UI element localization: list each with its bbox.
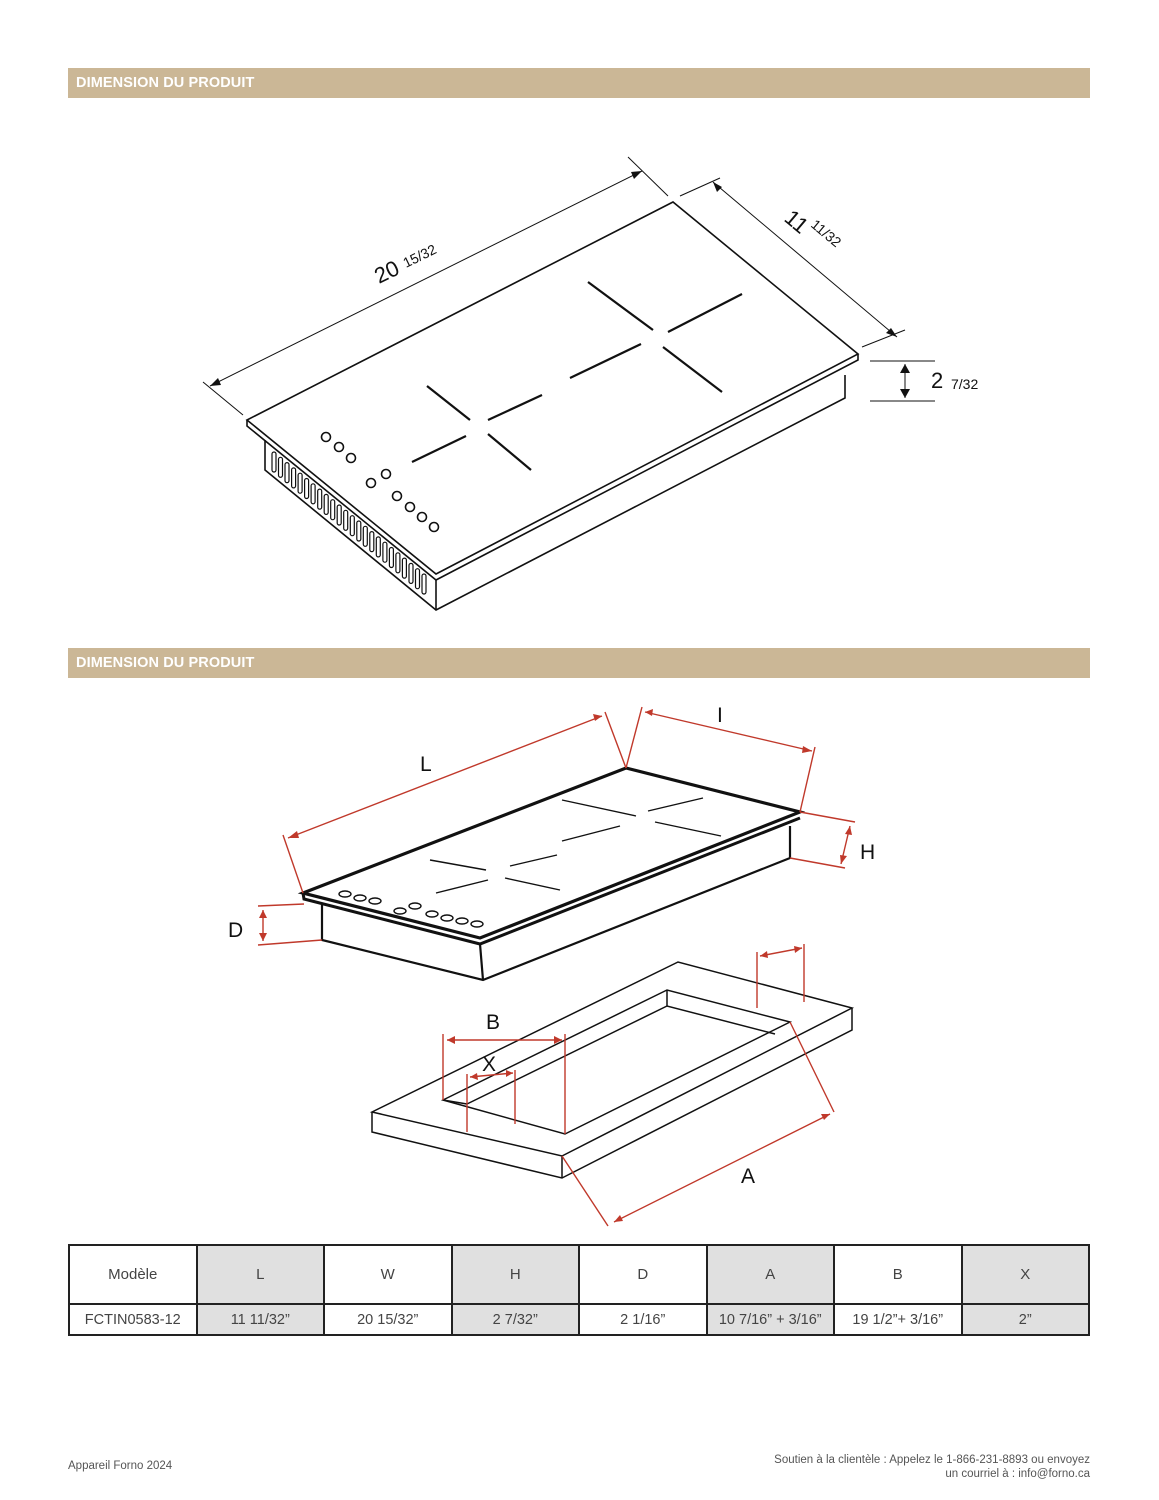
table-header-cell: H — [452, 1245, 580, 1304]
countertop-cutout — [372, 962, 852, 1178]
vent-slot — [416, 569, 420, 589]
specification-table — [68, 1244, 1090, 1336]
label-B: B — [486, 1011, 501, 1034]
table-cell: 2 1/16” — [579, 1304, 707, 1335]
installation-dimension-diagram — [0, 680, 1159, 1280]
vent-slots — [272, 452, 426, 594]
cooktop-dimension-diagram — [0, 0, 1159, 640]
vent-slot — [305, 479, 309, 499]
cooktop-glass-top — [247, 202, 858, 574]
table-header-cell: B — [834, 1245, 962, 1304]
red-dimension-lines — [258, 707, 855, 1226]
table-cell-model: FCTIN0583-12 — [69, 1304, 197, 1335]
cooktop-glass-top — [303, 768, 800, 938]
vent-slot — [402, 558, 406, 578]
footer-support — [774, 1453, 1090, 1481]
table-cell: 2” — [962, 1304, 1090, 1335]
control-buttons — [322, 433, 439, 532]
table-header-cell: L — [197, 1245, 325, 1304]
height-dimension-fraction: 7/32 — [951, 376, 979, 392]
vent-slot — [383, 542, 387, 562]
vent-slot — [396, 553, 400, 573]
table-cell: 20 15/32” — [324, 1304, 452, 1335]
table-header-row — [69, 1245, 1089, 1304]
vent-slot — [292, 468, 296, 488]
vent-slot — [363, 526, 367, 546]
table-header-cell: W — [324, 1245, 452, 1304]
table-cell: 19 1/2”+ 3/16” — [834, 1304, 962, 1335]
vent-slot — [409, 563, 413, 583]
label-I: I — [717, 704, 723, 727]
vent-slot — [298, 473, 302, 493]
table-header-cell: X — [962, 1245, 1090, 1304]
vent-slot — [311, 484, 315, 504]
label-D: D — [228, 919, 244, 942]
vent-slot — [370, 532, 374, 552]
vent-slot — [357, 521, 361, 541]
burner-marks — [430, 798, 721, 893]
vent-slot — [279, 457, 283, 477]
height-dimension-label: 2 — [931, 368, 944, 393]
vent-slot — [331, 500, 335, 520]
width-dimension-label: 11 — [779, 204, 814, 239]
vent-slot — [376, 537, 380, 557]
table-header-cell: A — [707, 1245, 835, 1304]
length-dimension-fraction: 15/32 — [400, 240, 439, 271]
label-L: L — [420, 753, 432, 776]
vent-slot — [350, 516, 354, 536]
width-dimension-fraction: 11/32 — [808, 216, 845, 251]
label-X: X — [482, 1053, 497, 1076]
vent-slot — [389, 548, 393, 568]
section-header: DIMENSION DU PRODUIT — [68, 648, 1090, 678]
section-header: DIMENSION DU PRODUIT — [68, 68, 1090, 98]
footer-support-line1: Soutien à la clientèle : Appelez le 1-866-231-8893 ou envoyez — [774, 1454, 1090, 1466]
table-cell: 11 11/32” — [197, 1304, 325, 1335]
vent-slot — [285, 463, 289, 483]
vent-slot — [318, 489, 322, 509]
footer-support-line2: un courriel à : info@forno.ca — [945, 1468, 1090, 1480]
length-dimension-label: 20 — [370, 255, 404, 289]
vent-slot — [324, 494, 328, 514]
vent-slot — [344, 510, 348, 530]
table-header-cell: Modèle — [69, 1245, 197, 1304]
table-cell: 2 7/32” — [452, 1304, 580, 1335]
footer-copyright: Appareil Forno 2024 — [68, 1460, 173, 1472]
table-row — [69, 1304, 1089, 1335]
vent-slot — [337, 505, 341, 525]
vent-slot — [422, 574, 426, 594]
table-cell: 10 7/16” + 3/16” — [707, 1304, 835, 1335]
table-header-cell: D — [579, 1245, 707, 1304]
label-H: H — [860, 841, 876, 864]
vent-slot — [272, 452, 276, 472]
label-A: A — [741, 1165, 756, 1188]
